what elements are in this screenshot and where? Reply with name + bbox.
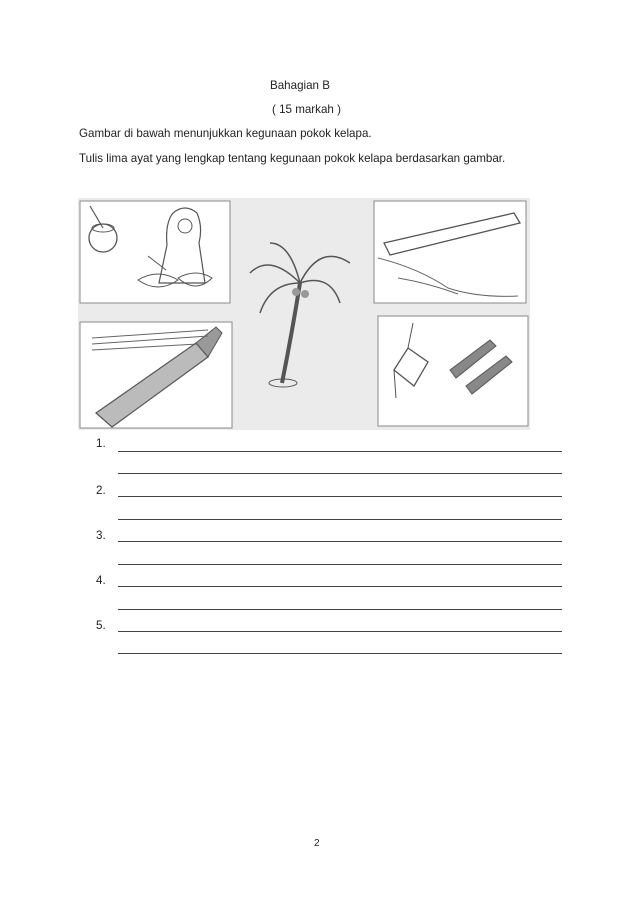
answer-line[interactable] <box>118 451 562 452</box>
answer-line[interactable] <box>118 653 562 654</box>
answer-number-1: 1. <box>96 437 106 450</box>
instruction-text-1: Gambar di bawah menunjukkan kegunaan pokok kelapa. <box>79 127 372 140</box>
answer-line[interactable] <box>118 473 562 474</box>
coconut-uses-illustration <box>78 198 530 430</box>
bridge-panel <box>374 201 526 303</box>
page-number: 2 <box>314 838 320 849</box>
section-title: Bahagian B <box>270 79 330 92</box>
coconut-drink-panel <box>80 201 230 303</box>
answer-line[interactable] <box>118 541 562 542</box>
instruction-text-2: Tulis lima ayat yang lengkap tentang kegunaan pokok kelapa berdasarkan gambar. <box>79 152 506 165</box>
answer-line[interactable] <box>118 564 562 565</box>
answer-line[interactable] <box>118 496 562 497</box>
answer-number-3: 3. <box>96 529 106 542</box>
answer-number-4: 4. <box>96 574 106 587</box>
coconut-tree-drawing <box>250 243 350 387</box>
answer-number-5: 5. <box>96 619 106 632</box>
ketupat-panel <box>378 316 528 426</box>
answer-number-2: 2. <box>96 484 106 497</box>
answer-line[interactable] <box>118 631 562 632</box>
answer-line[interactable] <box>118 609 562 610</box>
answer-line[interactable] <box>118 586 562 587</box>
section-marks: ( 15 markah ) <box>272 103 341 116</box>
broom-panel <box>80 322 232 428</box>
answer-line[interactable] <box>118 519 562 520</box>
